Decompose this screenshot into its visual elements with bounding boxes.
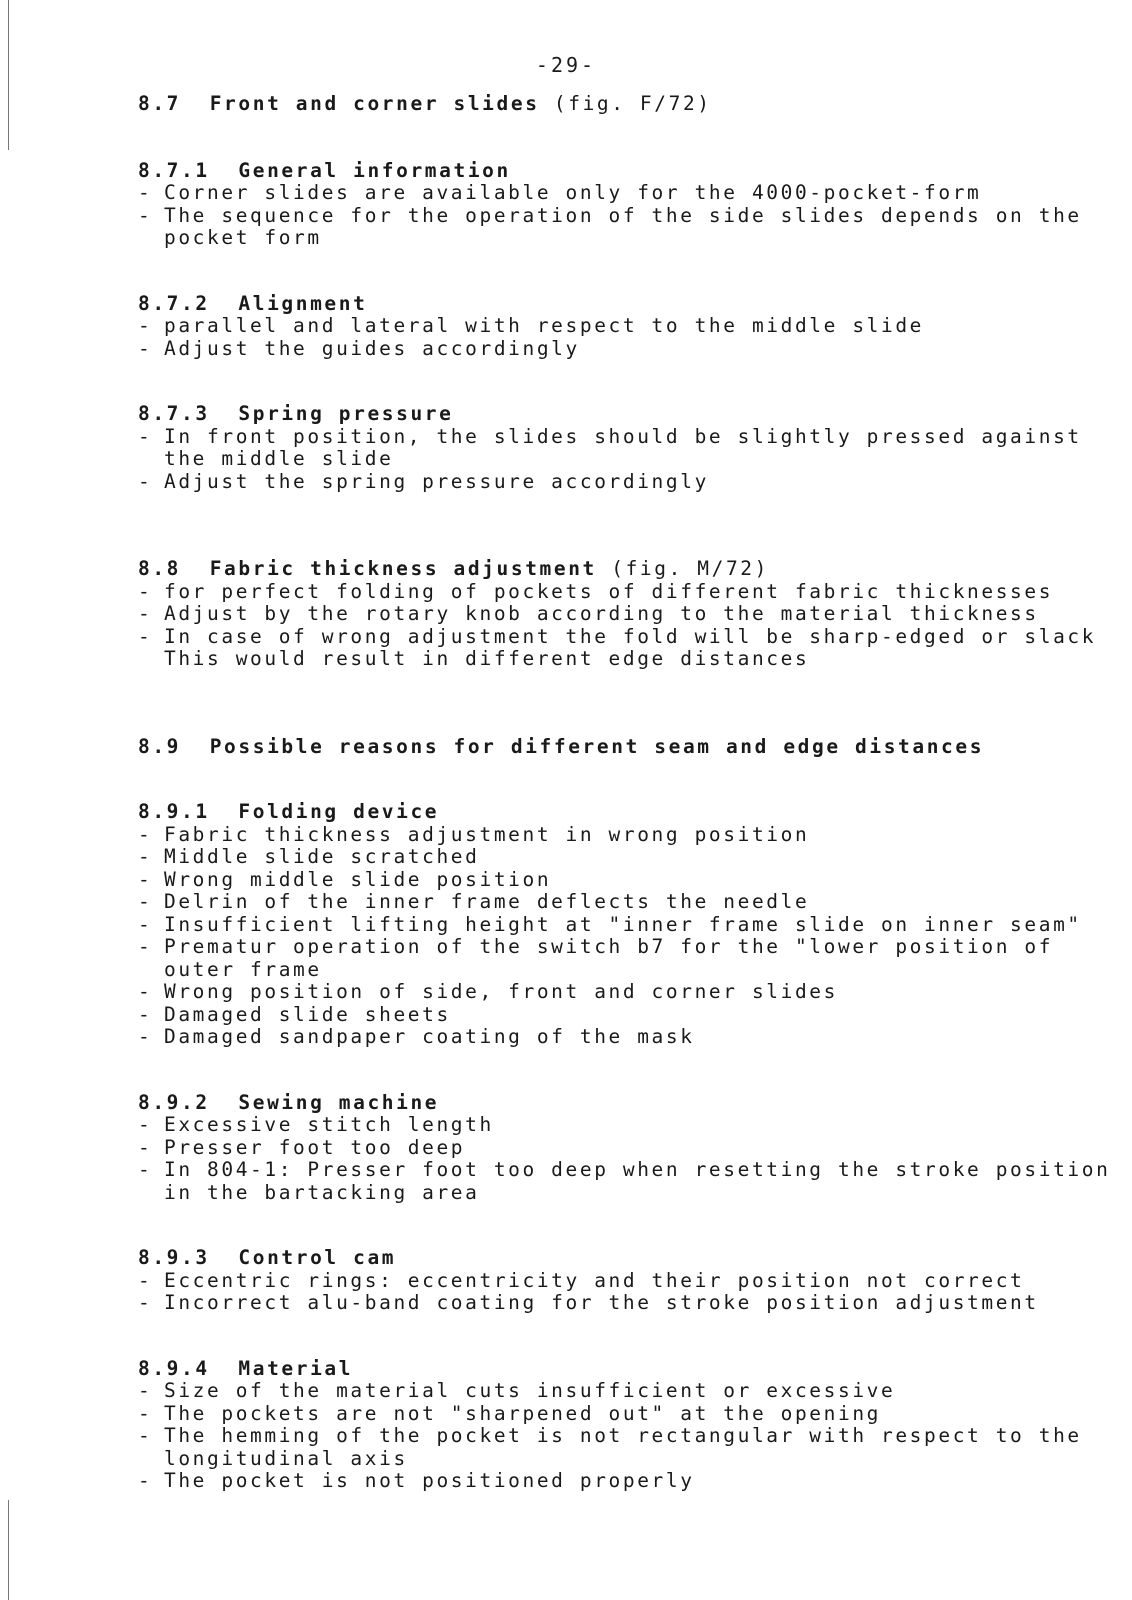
list-item: - The hemming of the pocket is not rectangular with respect to the [138, 1424, 1082, 1447]
subsection-8-9-2 [138, 1090, 1111, 1205]
subsection-8-7-1 [138, 158, 1082, 250]
list-item: - Incorrect alu-band coating for the stroke position adjustment [138, 1291, 1039, 1314]
list-item-continuation: pocket form [164, 226, 322, 249]
list-item-continuation: outer frame [164, 957, 322, 981]
subsection-8-7-3 [138, 402, 1082, 493]
list-item: - Prematur operation of the switch b7 for the "lower position of [138, 935, 1054, 958]
subsection-heading: 8.7.2 Alignment [138, 291, 368, 315]
list-item: - Corner slides are available only for the 4000-pocket-form [138, 181, 982, 204]
list-item-continuation: in the bartacking area [164, 1180, 480, 1204]
section-heading-8-9: 8.9 Possible reasons for different seam and edge distances [138, 734, 985, 758]
list-item: - Size of the material cuts insufficient or excessive [138, 1379, 896, 1402]
list-item-continuation: longitudinal axis [164, 1446, 408, 1470]
list-item: - In case of wrong adjustment the fold will be sharp-edged or slack [138, 624, 1097, 648]
list-item: - Adjust the guides accordingly [138, 336, 580, 360]
subsection-heading: 8.9.3 Control cam [138, 1246, 397, 1269]
list-item: - Delrin of the inner frame deflects the needle [138, 890, 810, 913]
list-item: - The sequence for the operation of the side slides depends on the [138, 203, 1082, 227]
list-item: - Damaged slide sheets [138, 1002, 451, 1026]
list-item: - The pocket is not positioned properly [138, 1469, 695, 1492]
section-8-8 [138, 557, 1097, 671]
list-item: - Fabric thickness adjustment in wrong position [138, 822, 810, 846]
list-item: - In front position, the slides should be slightly pressed against [138, 424, 1082, 448]
list-item: - Adjust the spring pressure accordingly [138, 469, 709, 493]
list-item: - Eccentric rings: eccentricity and their position not correct [138, 1268, 1025, 1292]
subsection-8-9-1 [138, 800, 1082, 1049]
section-heading-8-7: 8.7 Front and corner slides (fig. F/72) [138, 92, 712, 115]
list-item: - Presser foot too deep [138, 1135, 466, 1159]
list-item: - Damaged sandpaper coating of the mask [138, 1025, 695, 1048]
list-item: - Excessive stitch length [138, 1113, 494, 1136]
scan-edge-line-bottom [8, 1500, 9, 1600]
list-item: - The pockets are not "sharpened out" at the opening [138, 1401, 881, 1425]
list-item: - Adjust by the rotary knob according to the material thickness [138, 602, 1039, 625]
subsection-heading: 8.9.1 Folding device [138, 800, 440, 823]
subsection-heading: 8.7.1 General information [138, 158, 511, 182]
list-item: - parallel and lateral with respect to the middle slide [138, 314, 925, 337]
list-item: - for perfect folding of pockets of different fabric thicknesses [138, 579, 1054, 603]
subsection-heading: 8.9.2 Sewing machine [138, 1090, 440, 1114]
subsection-8-9-3 [138, 1247, 1038, 1315]
list-item: - Wrong middle slide position [138, 867, 552, 891]
subsection-heading: 8.9.4 Material [138, 1356, 354, 1380]
list-item: - Wrong position of side, front and corner slides [138, 980, 838, 1003]
subsection-8-7-2 [138, 293, 1038, 361]
list-item: - Insufficient lifting height at "inner frame slide on inner seam" [138, 912, 1082, 936]
list-item-continuation: the middle slide [164, 447, 394, 470]
subsection-8-9-4 [138, 1356, 1082, 1493]
section-8-9 [138, 734, 1111, 1493]
list-item: - In 804-1: Presser foot too deep when resetting the stroke position [138, 1158, 1111, 1181]
section-heading-8-8: 8.8 Fabric thickness adjustment (fig. M/72) [138, 557, 769, 580]
subsection-heading: 8.7.3 Spring pressure [138, 402, 454, 425]
document-body [138, 92, 1111, 1493]
list-item: - Middle slide scratched [138, 845, 480, 868]
page-number: -29- [535, 53, 597, 77]
list-item-continuation: This would result in different edge distances [164, 647, 810, 670]
